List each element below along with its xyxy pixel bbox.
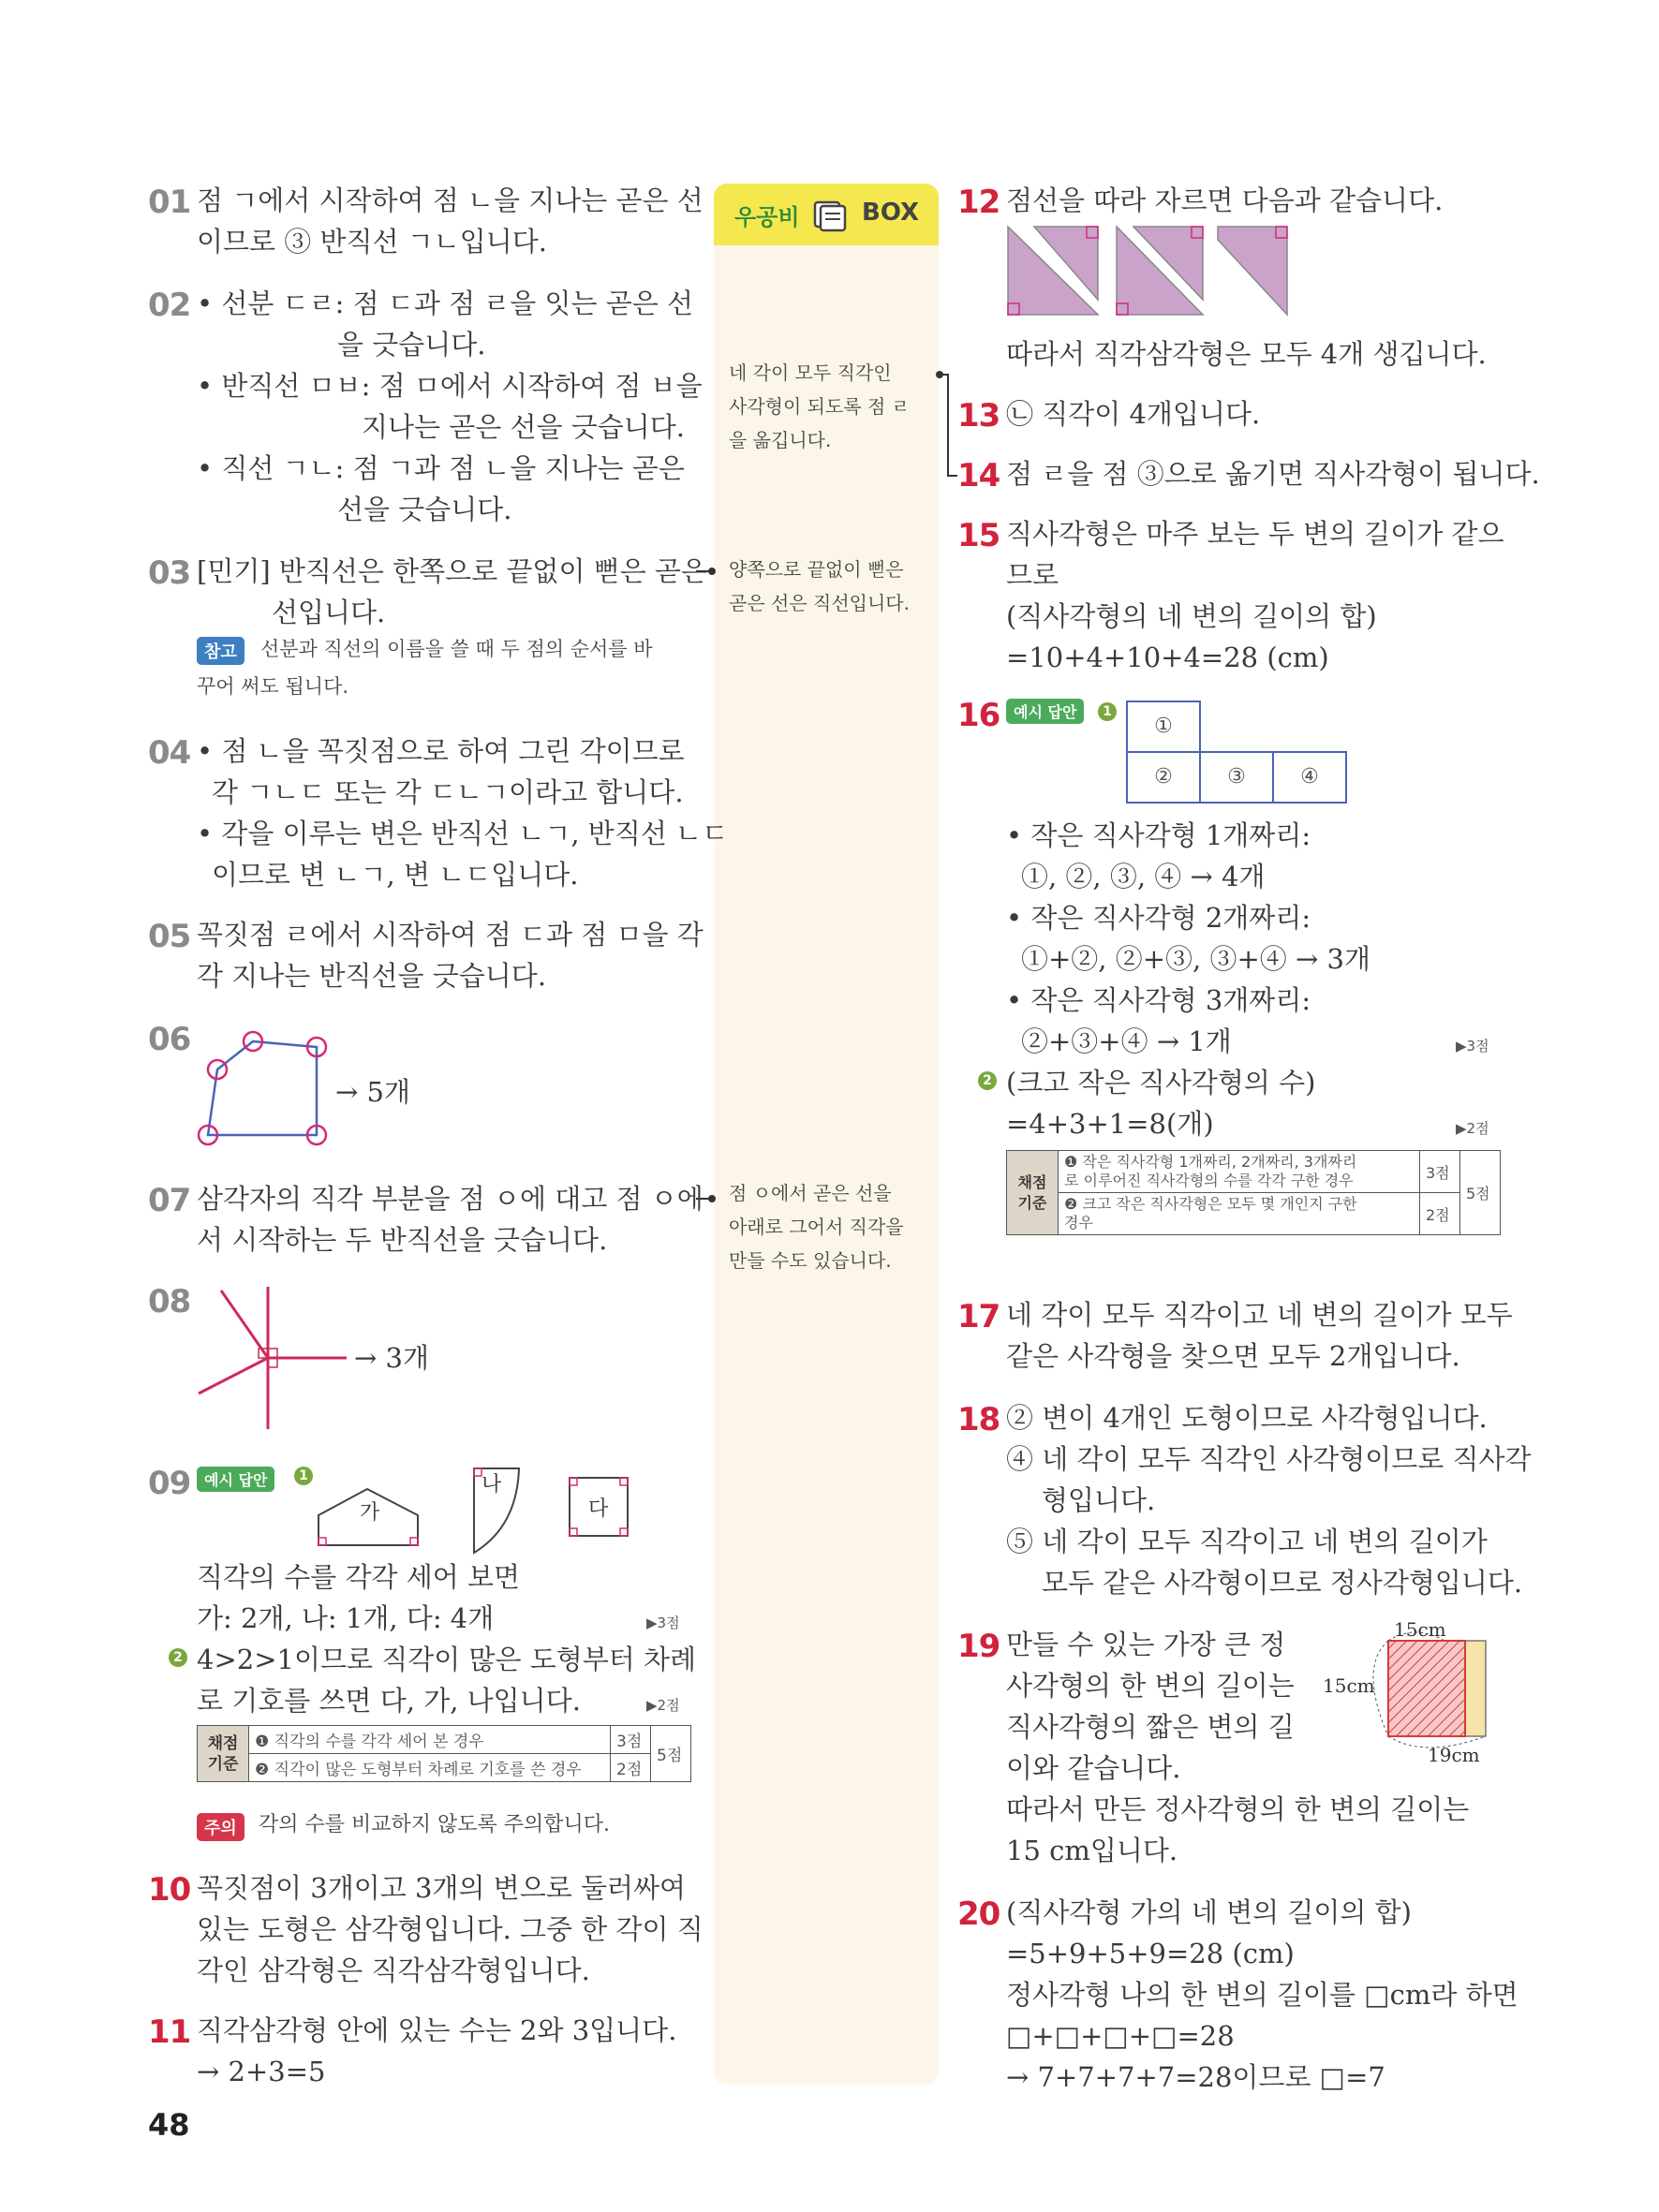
q16-step2-icon: 2 — [978, 1071, 997, 1090]
q05-line-2: 각 지나는 반직선을 긋습니다. — [197, 960, 547, 992]
q01-line-2: 이므로 ③ 반직선 ㄱㄴ입니다. — [197, 226, 548, 258]
q09-shape-label-da: 다 — [588, 1497, 609, 1521]
q09-caution: 각의 수를 비교하지 않도록 주의합니다. — [259, 1813, 610, 1836]
q17-line-2: 같은 사각형을 찾으면 모두 2개입니다. — [1006, 1340, 1460, 1372]
q09-score-label: 채점 기준 — [198, 1726, 249, 1782]
q18-line-2: ④ 네 각이 모두 직각인 사각형이므로 직사각 — [1006, 1443, 1532, 1475]
item-number-16: 16 — [957, 697, 1000, 734]
q16-line-4: ①+②, ②+③, ③+④ → 3개 — [1021, 943, 1370, 975]
item-number-07: 07 — [148, 1182, 191, 1219]
q20-line-3: 정사각형 나의 한 변의 길이를 □cm라 하면 — [1006, 1979, 1518, 2011]
q03-tip-line-2: 꾸어 써도 됩니다. — [197, 675, 349, 698]
q19-line-5: 따라서 만든 정사각형의 한 변의 길이는 — [1006, 1793, 1470, 1825]
q16-cell-1: ① — [1126, 700, 1201, 753]
q09-step2-icon: 2 — [169, 1648, 187, 1667]
tip-badge: 참고 — [197, 637, 244, 665]
q09-step1-icon: 1 — [294, 1467, 313, 1485]
q09-score-row2-pts: 2점 — [611, 1754, 651, 1782]
q16-score-table — [1006, 1150, 1501, 1235]
q12-line-2: 따라서 직각삼각형은 모두 4개 생깁니다. — [1006, 338, 1487, 370]
q16-score-label: 채점 기준 — [1007, 1151, 1059, 1235]
q16-mark-1: ▶3점 — [1456, 1038, 1489, 1054]
item-number-11: 11 — [148, 2013, 191, 2051]
q09-example-badge: 예시 답안 — [197, 1467, 274, 1492]
q20-line-2: =5+9+5+9=28 (cm) — [1006, 1938, 1295, 1969]
item-number-13: 13 — [957, 397, 1000, 435]
q04-line-2: 각 ㄱㄴㄷ 또는 각 ㄷㄴㄱ이라고 합니다. — [212, 776, 684, 808]
q15-line-1: 직사각형은 마주 보는 두 변의 길이가 같으 — [1006, 518, 1504, 550]
item-number-18: 18 — [957, 1401, 1000, 1438]
q11-line-2: → 2+3=5 — [197, 2056, 326, 2087]
side-note-3: 점 ㅇ에서 곧은 선을 아래로 그어서 직각을 만들 수도 있습니다. — [729, 1182, 904, 1272]
item-number-10: 10 — [148, 1871, 191, 1909]
q16-cell-3: ③ — [1199, 751, 1274, 804]
side-header-title: 우공비 — [734, 204, 800, 230]
q09-line-2: 가: 2개, 나: 1개, 다: 4개 — [197, 1602, 495, 1634]
q02-line-4: 지나는 곧은 선을 긋습니다. — [362, 411, 686, 443]
q02-line-3: • 반직선 ㅁㅂ: 점 ㅁ에서 시작하여 점 ㅂ을 — [197, 370, 703, 402]
q18-line-5: 모두 같은 사각형이므로 정사각형입니다. — [1042, 1567, 1523, 1599]
q18-line-3: 형입니다. — [1042, 1484, 1156, 1516]
item-number-04: 04 — [148, 734, 191, 772]
q16-line-3: • 작은 직사각형 2개짜리: — [1006, 902, 1311, 934]
q19-line-4: 이와 같습니다. — [1006, 1752, 1181, 1784]
q13-line-1: ㉡ 직각이 4개입니다. — [1006, 398, 1261, 430]
q19-line-2: 사각형의 한 변의 길이는 — [1006, 1670, 1295, 1702]
q07-line-1: 삼각자의 직각 부분을 점 ㅇ에 대고 점 ㅇ에 — [197, 1183, 704, 1215]
q09-mark-2: ▶2점 — [646, 1697, 680, 1714]
q15-line-4: =10+4+10+4=28 (cm) — [1006, 641, 1329, 673]
q09-score-row1-pts: 3점 — [611, 1726, 651, 1754]
q04-line-4: 이므로 변 ㄴㄱ, 변 ㄴㄷ입니다. — [212, 859, 579, 891]
q16-line-7: (크고 작은 직사각형의 수) — [1006, 1067, 1316, 1099]
side-note-1: 네 각이 모두 직각인 사각형이 되도록 점 ㄹ 을 옮깁니다. — [729, 361, 910, 451]
q18-line-4: ⑤ 네 각이 모두 직각이고 네 변의 길이가 — [1006, 1526, 1488, 1557]
q12-line-1: 점선을 따라 자르면 다음과 같습니다. — [1006, 184, 1444, 216]
q17-line-1: 네 각이 모두 직각이고 네 변의 길이가 모두 — [1006, 1299, 1513, 1331]
side-note-2: 양쪽으로 끝없이 뻗은 곧은 선은 직선입니다. — [729, 558, 910, 614]
q08-rays-figure — [187, 1283, 356, 1433]
q06-answer: → 5개 — [335, 1076, 410, 1108]
q09-score-row1: ❶ 직각의 수를 각각 세어 본 경우 — [249, 1726, 611, 1754]
q03-line-2: 선입니다. — [272, 597, 386, 628]
q16-line-1: • 작은 직사각형 1개짜리: — [1006, 819, 1311, 851]
q19-label-bottom: 19cm — [1428, 1744, 1480, 1766]
item-number-17: 17 — [957, 1298, 1000, 1335]
item-number-06: 06 — [148, 1021, 191, 1058]
q19-label-top: 15cm — [1394, 1618, 1446, 1641]
q09-line-1: 직각의 수를 각각 세어 보면 — [197, 1561, 521, 1593]
q14-line-1: 점 ㄹ을 점 ③으로 옮기면 직사각형이 됩니다. — [1006, 458, 1540, 490]
q16-grid-figure — [1126, 700, 1345, 804]
q16-cell-2: ② — [1126, 751, 1201, 804]
q16-score-row2-pts: 2점 — [1420, 1193, 1460, 1235]
q16-score-row1: ❶ 작은 직사각형 1개짜리, 2개짜리, 3개짜리 로 이루어진 직사각형의 수를 각각 구한 경우 — [1059, 1151, 1420, 1193]
q16-mark-2: ▶2점 — [1456, 1120, 1489, 1137]
q04-line-1: • 점 ㄴ을 꼭짓점으로 하여 그린 각이므로 — [197, 735, 685, 767]
item-number-19: 19 — [957, 1628, 1000, 1665]
q20-line-5: → 7+7+7+7=28이므로 □=7 — [1006, 2061, 1385, 2093]
q03-tip-line-1: 선분과 직선의 이름을 쓸 때 두 점의 순서를 바 — [260, 638, 653, 660]
q18-line-1: ② 변이 4개인 도형이므로 사각형입니다. — [1006, 1402, 1488, 1434]
q01-line-1: 점 ㄱ에서 시작하여 점 ㄴ을 지나는 곧은 선 — [197, 184, 704, 216]
q09-line-3: 4>2>1이므로 직각이 많은 도형부터 차례 — [197, 1644, 697, 1675]
q20-line-4: □+□+□+□=28 — [1006, 2020, 1235, 2052]
q12-cut-figure — [1006, 225, 1296, 318]
q16-score-row1-pts: 3점 — [1420, 1151, 1460, 1193]
q16-cell-4: ④ — [1272, 751, 1347, 804]
page-number: 48 — [148, 2107, 190, 2143]
q09-shape-label-na: 나 — [481, 1473, 502, 1497]
q02-line-2: 을 긋습니다. — [337, 329, 486, 361]
item-number-12: 12 — [957, 184, 1000, 221]
caution-badge: 주의 — [197, 1813, 244, 1841]
q09-score-row2: ❷ 직각이 많은 도형부터 차례로 기호를 쓴 경우 — [249, 1754, 611, 1782]
item-number-09: 09 — [148, 1465, 191, 1502]
q02-line-6: 선을 긋습니다. — [337, 494, 512, 525]
q02-line-1: • 선분 ㄷㄹ: 점 ㄷ과 점 ㄹ을 잇는 곧은 선 — [197, 288, 694, 319]
item-number-01: 01 — [148, 184, 191, 221]
q16-example-badge: 예시 답안 — [1006, 699, 1084, 724]
q15-line-3: (직사각형의 네 변의 길이의 합) — [1006, 600, 1377, 632]
q16-step1-icon: 1 — [1098, 702, 1117, 721]
q15-line-2: 므로 — [1006, 559, 1059, 591]
q09-score-total: 5점 — [651, 1726, 691, 1782]
q04-line-3: • 각을 이루는 변은 반직선 ㄴㄱ, 반직선 ㄴㄷ — [197, 818, 729, 849]
side-header-box: BOX — [862, 199, 920, 227]
q09-mark-1: ▶3점 — [646, 1615, 680, 1631]
q10-line-3: 각인 삼각형은 직각삼각형입니다. — [197, 1954, 590, 1986]
q11-line-1: 직각삼각형 안에 있는 수는 2와 3입니다. — [197, 2014, 677, 2046]
item-number-20: 20 — [957, 1895, 1000, 1933]
q16-line-6: ②+③+④ → 1개 — [1021, 1025, 1232, 1057]
item-number-08: 08 — [148, 1283, 191, 1320]
q09-score-table — [197, 1725, 691, 1782]
q19-line-1: 만들 수 있는 가장 큰 정 — [1006, 1629, 1286, 1660]
q20-line-1: (직사각형 가의 네 변의 길이의 합) — [1006, 1896, 1412, 1928]
q10-line-1: 꼭짓점이 3개이고 3개의 변으로 둘러싸여 — [197, 1872, 686, 1904]
item-number-15: 15 — [957, 517, 1000, 554]
q10-line-2: 있는 도형은 삼각형입니다. 그중 한 각이 직 — [197, 1913, 704, 1945]
item-number-03: 03 — [148, 554, 191, 592]
item-number-02: 02 — [148, 287, 191, 324]
q16-score-row2: ❷ 크고 작은 직사각형은 모두 몇 개인지 구한 경우 — [1059, 1193, 1420, 1235]
q16-line-2: ①, ②, ③, ④ → 4개 — [1021, 861, 1266, 892]
q03-line-1: [민기] 반직선은 한쪽으로 끝없이 뻗은 곧은 — [197, 555, 707, 587]
q16-score-total: 5점 — [1460, 1151, 1501, 1235]
q19-label-left: 15cm — [1323, 1674, 1375, 1697]
q05-line-1: 꼭짓점 ㄹ에서 시작하여 점 ㄷ과 점 ㅁ을 각 — [197, 919, 704, 951]
item-number-05: 05 — [148, 918, 191, 955]
q08-answer: → 3개 — [354, 1342, 429, 1374]
q07-line-2: 서 시작하는 두 반직선을 긋습니다. — [197, 1224, 608, 1256]
q19-line-3: 직사각형의 짧은 변의 길 — [1006, 1711, 1295, 1743]
q16-line-5: • 작은 직사각형 3개짜리: — [1006, 984, 1311, 1016]
q19-line-6: 15 cm입니다. — [1006, 1835, 1178, 1866]
q09-shape-label-ga: 가 — [360, 1501, 380, 1525]
q02-line-5: • 직선 ㄱㄴ: 점 ㄱ과 점 ㄴ을 지나는 곧은 — [197, 452, 685, 484]
q09-line-4: 로 기호를 쓰면 다, 가, 나입니다. — [197, 1685, 581, 1717]
q16-line-8: =4+3+1=8(개) — [1006, 1108, 1214, 1140]
q06-pentagon-figure — [187, 1021, 337, 1152]
item-number-14: 14 — [957, 457, 1000, 494]
